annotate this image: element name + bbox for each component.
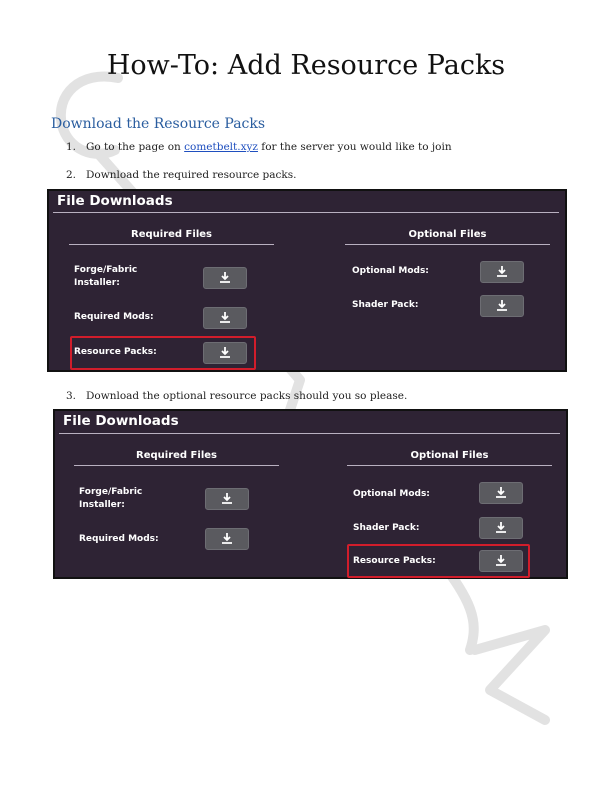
resource-packs-download-button[interactable] (479, 550, 523, 572)
download-icon (495, 299, 509, 313)
panel-title: File Downloads (57, 193, 173, 209)
panel-title: File Downloads (63, 413, 179, 429)
required-files-heading: Required Files (131, 229, 212, 240)
forge-fabric-download-button[interactable] (203, 267, 247, 289)
forge-fabric-installer-label: Forge/Fabric Installer: (79, 487, 143, 510)
optional-mods-label: Optional Mods: (353, 489, 430, 499)
step-text: Go to the page on (86, 141, 185, 153)
download-icon (218, 271, 232, 285)
optional-mods-download-button[interactable] (480, 261, 524, 283)
required-mods-download-button[interactable] (205, 528, 249, 550)
download-icon (494, 486, 508, 500)
step-number: 2. (66, 169, 77, 181)
optional-mods-download-button[interactable] (479, 482, 523, 504)
download-icon (494, 521, 508, 535)
section-heading: Download the Resource Packs (51, 116, 266, 132)
step-text: for the server you would like to join (257, 141, 452, 153)
download-icon (494, 554, 508, 568)
download-icon (218, 346, 232, 360)
optional-files-divider (345, 244, 550, 245)
step-number: 1. (66, 141, 77, 153)
required-mods-label: Required Mods: (79, 534, 159, 544)
step-text: Download the required resource packs. (86, 169, 297, 181)
download-icon (220, 532, 234, 546)
required-mods-download-button[interactable] (203, 307, 247, 329)
resource-packs-download-button[interactable] (203, 342, 247, 364)
required-files-divider (69, 244, 274, 245)
shader-pack-download-button[interactable] (479, 517, 523, 539)
step-3 (66, 390, 407, 402)
required-files-heading: Required Files (136, 450, 217, 461)
shader-pack-label: Shader Pack: (352, 300, 419, 310)
step-text: Download the optional resource packs should you so please. (86, 390, 408, 402)
download-icon (495, 265, 509, 279)
file-downloads-panel-1 (47, 189, 567, 372)
document-title: How-To: Add Resource Packs (106, 50, 506, 81)
required-files-divider (74, 465, 279, 466)
step-number: 3. (66, 390, 77, 402)
step-1 (66, 141, 452, 153)
forge-fabric-download-button[interactable] (205, 488, 249, 510)
resource-packs-label: Resource Packs: (74, 347, 157, 357)
step-2 (66, 169, 297, 181)
cometbelt-link[interactable]: cometbelt.xyz (184, 141, 258, 153)
download-icon (220, 492, 234, 506)
shader-pack-label: Shader Pack: (353, 523, 420, 533)
optional-files-heading: Optional Files (410, 450, 489, 461)
required-mods-label: Required Mods: (74, 312, 154, 322)
panel-divider (53, 212, 559, 213)
download-icon (218, 311, 232, 325)
optional-files-divider (347, 465, 552, 466)
file-downloads-panel-2 (53, 409, 568, 579)
panel-divider (59, 433, 560, 434)
forge-fabric-installer-label: Forge/Fabric Installer: (74, 265, 138, 288)
shader-pack-download-button[interactable] (480, 295, 524, 317)
optional-mods-label: Optional Mods: (352, 266, 429, 276)
resource-packs-label: Resource Packs: (353, 556, 436, 566)
optional-files-heading: Optional Files (408, 229, 487, 240)
